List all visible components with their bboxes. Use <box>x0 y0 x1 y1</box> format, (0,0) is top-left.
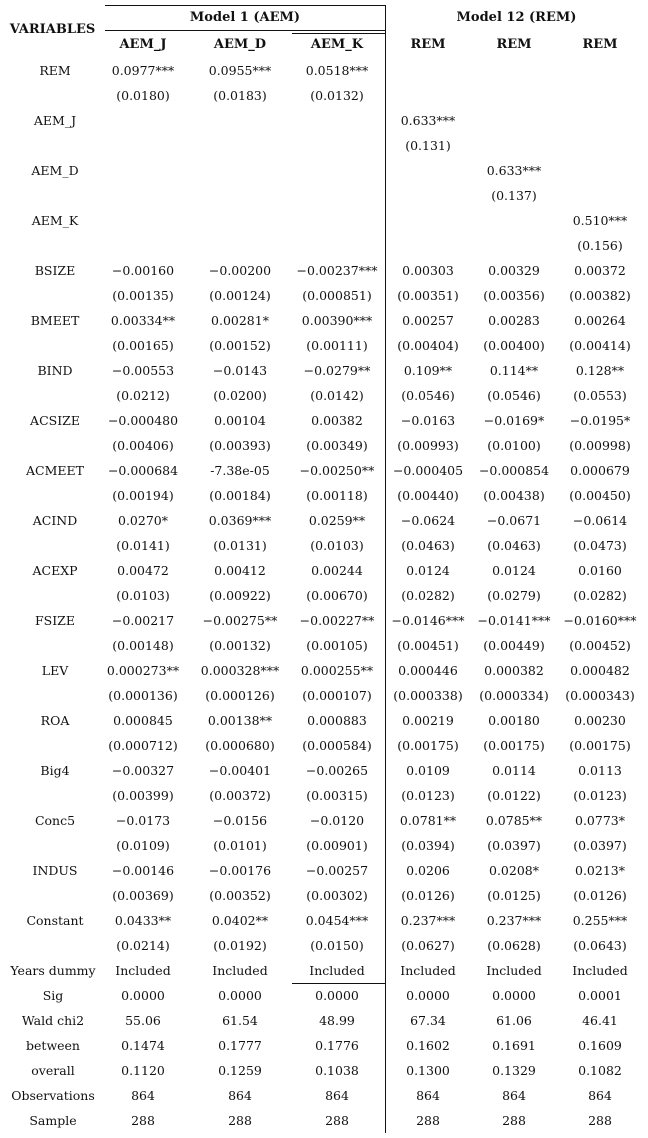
stat-cell: 864 <box>325 1088 349 1103</box>
stat-cell: 0.1038 <box>315 1063 359 1078</box>
variable-label: INDUS <box>32 863 78 878</box>
stat-cell: 48.99 <box>319 1013 355 1028</box>
stat-cell: 0.0000 <box>492 988 536 1003</box>
coefficient-cell: 0.0208* <box>489 863 539 878</box>
column-header: AEM_D <box>213 37 267 52</box>
coefficient-cell: 0.633*** <box>400 113 456 128</box>
coefficient-cell: 0.510*** <box>572 213 628 228</box>
coefficient-cell: 0.0433** <box>114 913 172 928</box>
std-error-cell: (0.0394) <box>401 838 455 853</box>
coefficient-cell: 0.00412 <box>214 563 266 578</box>
coefficient-cell: −0.0146*** <box>391 613 465 628</box>
std-error-cell: (0.0101) <box>213 838 267 853</box>
variable-label: LEV <box>41 663 69 678</box>
coefficient-cell: −0.000854 <box>478 463 550 478</box>
std-error-cell: (0.0627) <box>401 938 455 953</box>
stat-cell: 864 <box>416 1088 440 1103</box>
std-error-cell: (0.000126) <box>205 688 275 703</box>
coefficient-cell: 0.0454*** <box>305 913 369 928</box>
std-error-cell: (0.000680) <box>205 738 275 753</box>
coefficient-cell: 0.000255** <box>300 663 374 678</box>
coefficient-cell: −0.00160 <box>111 263 175 278</box>
std-error-cell: (0.00132) <box>209 638 271 653</box>
coefficient-cell: 0.237*** <box>400 913 456 928</box>
std-error-cell: (0.00438) <box>483 488 545 503</box>
stat-cell: Included <box>309 963 365 978</box>
std-error-cell: (0.0463) <box>401 538 455 553</box>
coefficient-cell: 0.0977*** <box>111 63 175 78</box>
std-error-cell: (0.00450) <box>569 488 631 503</box>
std-error-cell: (0.00400) <box>483 338 545 353</box>
stat-cell: 46.41 <box>582 1013 618 1028</box>
variable-label: FSIZE <box>35 613 75 628</box>
std-error-cell: (0.00372) <box>209 788 271 803</box>
coefficient-cell: 0.0114 <box>492 763 536 778</box>
std-error-cell: (0.00135) <box>112 288 174 303</box>
coefficient-cell: −0.0156 <box>212 813 268 828</box>
coefficient-cell: −0.00401 <box>208 763 272 778</box>
stat-cell: 67.34 <box>410 1013 446 1028</box>
std-error-cell: (0.00998) <box>569 438 631 453</box>
coefficient-cell: 0.255*** <box>572 913 628 928</box>
variable-label: REM <box>39 63 71 78</box>
stat-cell: 0.1082 <box>578 1063 622 1078</box>
stat-cell: 0.0000 <box>218 988 262 1003</box>
std-error-cell: (0.0282) <box>401 588 455 603</box>
coefficient-cell: 0.0270* <box>118 513 168 528</box>
stat-cell: 288 <box>325 1113 349 1128</box>
std-error-cell: (0.00111) <box>306 338 368 353</box>
stat-cell: 61.54 <box>222 1013 258 1028</box>
variable-label: Constant <box>26 913 84 928</box>
std-error-cell: (0.0109) <box>116 838 170 853</box>
stat-cell: 0.1474 <box>121 1038 165 1053</box>
coefficient-cell: −0.0173 <box>115 813 171 828</box>
coefficient-cell: −0.00327 <box>111 763 175 778</box>
stat-cell: 864 <box>502 1088 526 1103</box>
coefficient-cell: 0.0160 <box>578 563 622 578</box>
column-header: AEM_K <box>310 37 364 52</box>
coefficient-cell: 0.0213* <box>575 863 625 878</box>
coefficient-cell: 0.128** <box>575 363 625 378</box>
column-header: AEM_J <box>119 37 167 52</box>
std-error-cell: (0.00369) <box>112 888 174 903</box>
coefficient-cell: −0.00217 <box>111 613 175 628</box>
stat-cell: 0.1602 <box>406 1038 450 1053</box>
std-error-cell: (0.00302) <box>306 888 368 903</box>
coefficient-cell: −0.00275** <box>202 613 278 628</box>
std-error-cell: (0.156) <box>577 238 623 253</box>
stat-cell: 288 <box>228 1113 252 1128</box>
stat-cell: 864 <box>131 1088 155 1103</box>
stat-label: Sample <box>29 1113 77 1128</box>
coefficient-cell: 0.0402** <box>211 913 269 928</box>
std-error-cell: (0.0183) <box>213 88 267 103</box>
std-error-cell: (0.00901) <box>306 838 368 853</box>
variable-label: ACIND <box>32 513 78 528</box>
coefficient-cell: 0.00390*** <box>301 313 373 328</box>
coefficient-cell: 0.0773* <box>575 813 625 828</box>
variable-label: Big4 <box>40 763 70 778</box>
coefficient-cell: 0.00334** <box>110 313 176 328</box>
coefficient-cell: 0.0124 <box>406 563 450 578</box>
coefficient-cell: −0.00237*** <box>296 263 378 278</box>
std-error-cell: (0.0473) <box>573 538 627 553</box>
variable-label: ACEXP <box>32 563 78 578</box>
std-error-cell: (0.00315) <box>306 788 368 803</box>
model1-group-header: Model 1 (AEM) <box>189 10 301 25</box>
stat-cell: 0.1329 <box>492 1063 536 1078</box>
std-error-cell: (0.00352) <box>209 888 271 903</box>
std-error-cell: (0.00922) <box>209 588 271 603</box>
std-error-cell: (0.00451) <box>397 638 459 653</box>
model1-group-top-rule <box>105 5 385 6</box>
coefficient-cell: 0.0109 <box>406 763 450 778</box>
std-error-cell: (0.0180) <box>116 88 170 103</box>
coefficient-cell: −0.000405 <box>392 463 464 478</box>
std-error-cell: (0.00406) <box>112 438 174 453</box>
coefficient-cell: 0.00264 <box>574 313 626 328</box>
coefficient-cell: 0.00244 <box>311 563 363 578</box>
std-error-cell: (0.0463) <box>487 538 541 553</box>
std-error-cell: (0.0397) <box>487 838 541 853</box>
coefficient-cell: 0.0259** <box>308 513 366 528</box>
coefficient-cell: 0.000273** <box>106 663 180 678</box>
stat-cell: 0.1777 <box>218 1038 262 1053</box>
stat-cell: 0.0000 <box>121 988 165 1003</box>
coefficient-cell: 0.0785** <box>485 813 543 828</box>
coefficient-cell: 0.00138** <box>207 713 273 728</box>
std-error-cell: (0.00449) <box>483 638 545 653</box>
std-error-cell: (0.00670) <box>306 588 368 603</box>
variable-label: BIND <box>37 363 73 378</box>
std-error-cell: (0.0212) <box>116 388 170 403</box>
coefficient-cell: −0.0160*** <box>563 613 637 628</box>
std-error-cell: (0.00175) <box>483 738 545 753</box>
column-header: REM <box>582 37 618 52</box>
std-error-cell: (0.00165) <box>112 338 174 353</box>
std-error-cell: (0.0131) <box>213 538 267 553</box>
std-error-cell: (0.0282) <box>573 588 627 603</box>
std-error-cell: (0.0279) <box>487 588 541 603</box>
coefficient-cell: 0.000382 <box>484 663 544 678</box>
variable-label: ACMEET <box>26 463 84 478</box>
variable-label: Conc5 <box>34 813 76 828</box>
std-error-cell: (0.00152) <box>209 338 271 353</box>
stat-cell: 0.1609 <box>578 1038 622 1053</box>
std-error-cell: (0.137) <box>491 188 537 203</box>
coefficient-cell: 0.00283 <box>488 313 540 328</box>
std-error-cell: (0.0126) <box>401 888 455 903</box>
std-error-cell: (0.00993) <box>397 438 459 453</box>
coefficient-cell: 0.000446 <box>398 663 458 678</box>
variable-label: AEM_D <box>31 163 79 178</box>
variable-label: AEM_K <box>31 213 79 228</box>
std-error-cell: (0.00175) <box>569 738 631 753</box>
coefficient-cell: 0.0955*** <box>208 63 272 78</box>
std-error-cell: (0.00105) <box>306 638 368 653</box>
std-error-cell: (0.0214) <box>116 938 170 953</box>
coefficient-cell: −0.00250** <box>299 463 375 478</box>
variable-label: BMEET <box>30 313 80 328</box>
std-error-cell: (0.000851) <box>302 288 372 303</box>
variable-label: ROA <box>40 713 70 728</box>
std-error-cell: (0.0100) <box>487 438 541 453</box>
stat-cell: 864 <box>588 1088 612 1103</box>
coefficient-cell: 0.0781** <box>399 813 457 828</box>
coefficient-cell: 0.0369*** <box>208 513 272 528</box>
std-error-cell: (0.0103) <box>310 538 364 553</box>
coefficient-cell: −0.000480 <box>107 413 179 428</box>
std-error-cell: (0.0125) <box>487 888 541 903</box>
coefficient-cell: 0.00472 <box>117 563 169 578</box>
stat-cell: 55.06 <box>125 1013 161 1028</box>
stat-cell: Included <box>486 963 542 978</box>
std-error-cell: (0.0628) <box>487 938 541 953</box>
std-error-cell: (0.0553) <box>573 388 627 403</box>
std-error-cell: (0.0546) <box>487 388 541 403</box>
coefficient-cell: 0.114** <box>489 363 539 378</box>
column-header: REM <box>496 37 532 52</box>
aem-k-header-rule <box>292 33 385 34</box>
std-error-cell: (0.00382) <box>569 288 631 303</box>
coefficient-cell: 0.000883 <box>307 713 367 728</box>
std-error-cell: (0.0192) <box>213 938 267 953</box>
std-error-cell: (0.0200) <box>213 388 267 403</box>
std-error-cell: (0.000712) <box>108 738 178 753</box>
std-error-cell: (0.0546) <box>401 388 455 403</box>
variable-label: AEM_J <box>33 113 77 128</box>
stat-cell: Included <box>400 963 456 978</box>
model1-group-bottom-rule <box>105 30 385 31</box>
variable-label: ACSIZE <box>30 413 80 428</box>
std-error-cell: (0.00175) <box>397 738 459 753</box>
stat-cell: 0.0001 <box>578 988 622 1003</box>
model12-group-header: Model 12 (REM) <box>456 10 577 25</box>
coefficient-cell: 0.00372 <box>574 263 626 278</box>
stat-cell: 0.1259 <box>218 1063 262 1078</box>
std-error-cell: (0.0103) <box>116 588 170 603</box>
stat-label: overall <box>31 1063 75 1078</box>
std-error-cell: (0.00124) <box>209 288 271 303</box>
stat-label: Years dummy <box>10 963 96 978</box>
stat-cell: 61.06 <box>496 1013 532 1028</box>
coefficient-cell: −0.0120 <box>309 813 365 828</box>
stat-cell: 288 <box>131 1113 155 1128</box>
std-error-cell: (0.00194) <box>112 488 174 503</box>
std-error-cell: (0.0397) <box>573 838 627 853</box>
stat-cell: 288 <box>502 1113 526 1128</box>
coefficient-cell: 0.109** <box>403 363 453 378</box>
std-error-cell: (0.0126) <box>573 888 627 903</box>
coefficient-cell: 0.000845 <box>113 713 173 728</box>
std-error-cell: (0.000338) <box>393 688 463 703</box>
coefficient-cell: 0.0113 <box>578 763 622 778</box>
coefficient-cell: −0.0614 <box>572 513 628 528</box>
coefficient-cell: -7.38e-05 <box>210 463 270 478</box>
coefficient-cell: 0.000328*** <box>200 663 280 678</box>
std-error-cell: (0.000136) <box>108 688 178 703</box>
stat-cell: 0.1776 <box>315 1038 359 1053</box>
std-error-cell: (0.0142) <box>310 388 364 403</box>
coefficient-cell: −0.0671 <box>486 513 542 528</box>
coefficient-cell: 0.0518*** <box>305 63 369 78</box>
coefficient-cell: 0.00104 <box>214 413 266 428</box>
coefficient-cell: −0.00227** <box>299 613 375 628</box>
coefficient-cell: 0.000482 <box>570 663 630 678</box>
coefficient-cell: 0.000679 <box>570 463 630 478</box>
coefficient-cell: 0.00303 <box>402 263 454 278</box>
coefficient-cell: 0.237*** <box>486 913 542 928</box>
coefficient-cell: −0.00257 <box>305 863 369 878</box>
variables-header: VARIABLES <box>9 22 96 37</box>
std-error-cell: (0.00349) <box>306 438 368 453</box>
std-error-cell: (0.00404) <box>397 338 459 353</box>
stat-cell: 0.1691 <box>492 1038 536 1053</box>
coefficient-cell: −0.00176 <box>208 863 272 878</box>
coefficient-cell: 0.0206 <box>406 863 450 878</box>
coefficient-cell: −0.00265 <box>305 763 369 778</box>
coefficient-cell: −0.000684 <box>107 463 179 478</box>
stat-label: Wald chi2 <box>21 1013 85 1028</box>
coefficient-cell: 0.00219 <box>402 713 454 728</box>
column-header: REM <box>410 37 446 52</box>
std-error-cell: (0.00148) <box>112 638 174 653</box>
variable-label: BSIZE <box>34 263 76 278</box>
stat-cell: Included <box>115 963 171 978</box>
std-error-cell: (0.131) <box>405 138 451 153</box>
std-error-cell: (0.00118) <box>306 488 368 503</box>
stat-cell: 0.1120 <box>121 1063 165 1078</box>
coefficient-cell: 0.00257 <box>402 313 454 328</box>
std-error-cell: (0.000107) <box>302 688 372 703</box>
coefficient-cell: −0.0279** <box>303 363 371 378</box>
coefficient-cell: −0.0169* <box>483 413 545 428</box>
std-error-cell: (0.0141) <box>116 538 170 553</box>
coefficient-cell: 0.00230 <box>574 713 626 728</box>
std-error-cell: (0.0643) <box>573 938 627 953</box>
coefficient-cell: 0.00281* <box>211 313 269 328</box>
coefficient-cell: −0.00146 <box>111 863 175 878</box>
std-error-cell: (0.000584) <box>302 738 372 753</box>
std-error-cell: (0.00440) <box>397 488 459 503</box>
coefficient-cell: −0.00200 <box>208 263 272 278</box>
coefficient-cell: 0.00382 <box>311 413 363 428</box>
stat-cell: 0.0000 <box>406 988 450 1003</box>
stat-cell: 288 <box>416 1113 440 1128</box>
std-error-cell: (0.00393) <box>209 438 271 453</box>
stat-cell: 0.0000 <box>315 988 359 1003</box>
coefficient-cell: 0.00180 <box>488 713 540 728</box>
coefficient-cell: −0.0195* <box>569 413 631 428</box>
stat-label: Sig <box>42 988 64 1003</box>
coefficient-cell: −0.0624 <box>400 513 456 528</box>
std-error-cell: (0.0122) <box>487 788 541 803</box>
stat-label: Observations <box>11 1088 95 1103</box>
std-error-cell: (0.0132) <box>310 88 364 103</box>
std-error-cell: (0.00452) <box>569 638 631 653</box>
coefficient-cell: 0.0124 <box>492 563 536 578</box>
std-error-cell: (0.0123) <box>401 788 455 803</box>
coefficient-cell: −0.0141*** <box>477 613 551 628</box>
std-error-cell: (0.00351) <box>397 288 459 303</box>
std-error-cell: (0.0150) <box>310 938 364 953</box>
std-error-cell: (0.00399) <box>112 788 174 803</box>
coefficient-cell: −0.00553 <box>111 363 175 378</box>
stat-cell: 0.1300 <box>406 1063 450 1078</box>
std-error-cell: (0.000343) <box>565 688 635 703</box>
std-error-cell: (0.00356) <box>483 288 545 303</box>
std-error-cell: (0.000334) <box>479 688 549 703</box>
std-error-cell: (0.0123) <box>573 788 627 803</box>
stat-label: between <box>26 1038 80 1053</box>
stat-cell: 288 <box>588 1113 612 1128</box>
stat-cell: Included <box>572 963 628 978</box>
coefficient-cell: −0.0163 <box>400 413 456 428</box>
coefficient-cell: −0.0143 <box>212 363 268 378</box>
std-error-cell: (0.00184) <box>209 488 271 503</box>
std-error-cell: (0.00414) <box>569 338 631 353</box>
stat-cell: 864 <box>228 1088 252 1103</box>
stat-cell: Included <box>212 963 268 978</box>
coefficient-cell: 0.633*** <box>486 163 542 178</box>
coefficient-cell: 0.00329 <box>488 263 540 278</box>
